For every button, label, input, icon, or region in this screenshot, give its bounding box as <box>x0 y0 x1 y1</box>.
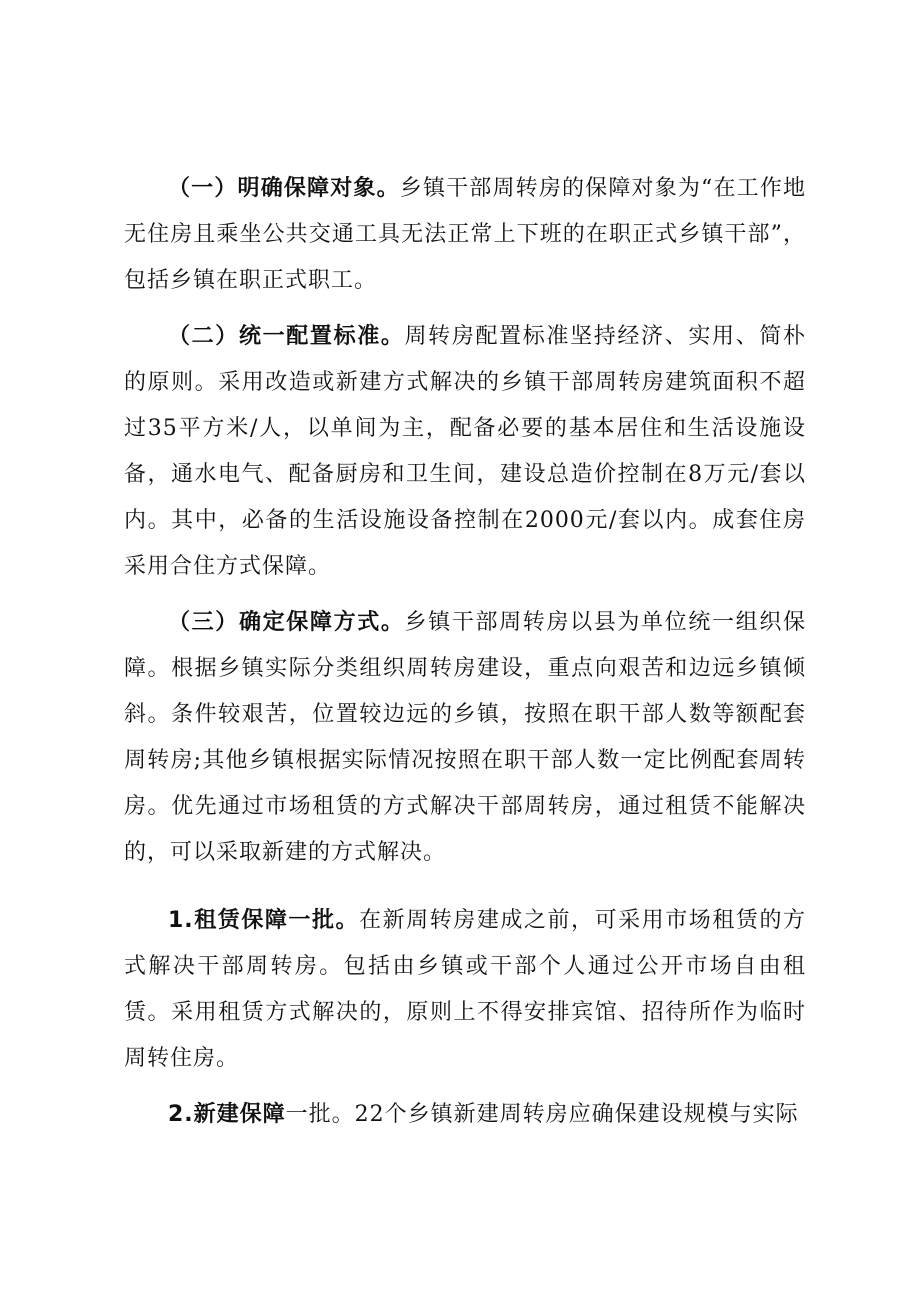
section-2-heading: （二）统一配置标准。 <box>168 324 405 349</box>
subsection-1-text: 在新周转房建成之前，可采用市场租赁的方式解决干部周转房。包括由乡镇或干部个人通过公开市场自由租赁。采用租赁方式解决的，原则上不得安排宾馆、招待所作为临时周转住房。 <box>124 908 806 1071</box>
section-1-paragraph <box>124 166 806 304</box>
section-2-text: 周转房配置标准坚持经济、实用、简朴的原则。采用改造或新建方式解决的乡镇干部周转房建筑面积不超过35平方米/人，以单间为主，配备必要的基本居住和生活设施设备，通水电气、配备厨房和卫生间，建设总造价控制在8万元/套以内。其中，必备的生活设施设备控制在2000元/套以内。成套住房采用合住方式保障。 <box>124 324 806 579</box>
subsection-1-heading: 1.租赁保障一批。 <box>168 908 360 933</box>
section-1-heading: （一）明确保障对象。 <box>168 176 400 201</box>
subsection-2-paragraph <box>124 1092 806 1138</box>
subsection-1-paragraph <box>124 898 806 1082</box>
document-page <box>124 166 806 1148</box>
section-3-text: 乡镇干部周转房以县为单位统一组织保障。根据乡镇实际分类组织周转房建设，重点向艰苦和边远乡镇倾斜。条件较艰苦，位置较边远的乡镇，按照在职干部人数等额配套周转房;其他乡镇根据实际情况按照在职干部人数一定比例配套周转房。优先通过市场租赁的方式解决干部周转房，通过租赁不能解决的，可以采取新建的方式解决。 <box>124 610 806 865</box>
section-2-paragraph <box>124 314 806 590</box>
section-3-heading: （三）确定保障方式。 <box>168 610 405 635</box>
section-1-text: 乡镇干部周转房的保障对象为“在工作地无住房且乘坐公共交通工具无法正常上下班的在职正式乡镇干部”，包括乡镇在职正式职工。 <box>124 176 806 293</box>
section-3-paragraph <box>124 600 806 876</box>
subsection-2-heading: 2.新建保障 <box>168 1102 286 1127</box>
subsection-2-text: 一批。22个乡镇新建周转房应确保建设规模与实际 <box>285 1102 799 1127</box>
